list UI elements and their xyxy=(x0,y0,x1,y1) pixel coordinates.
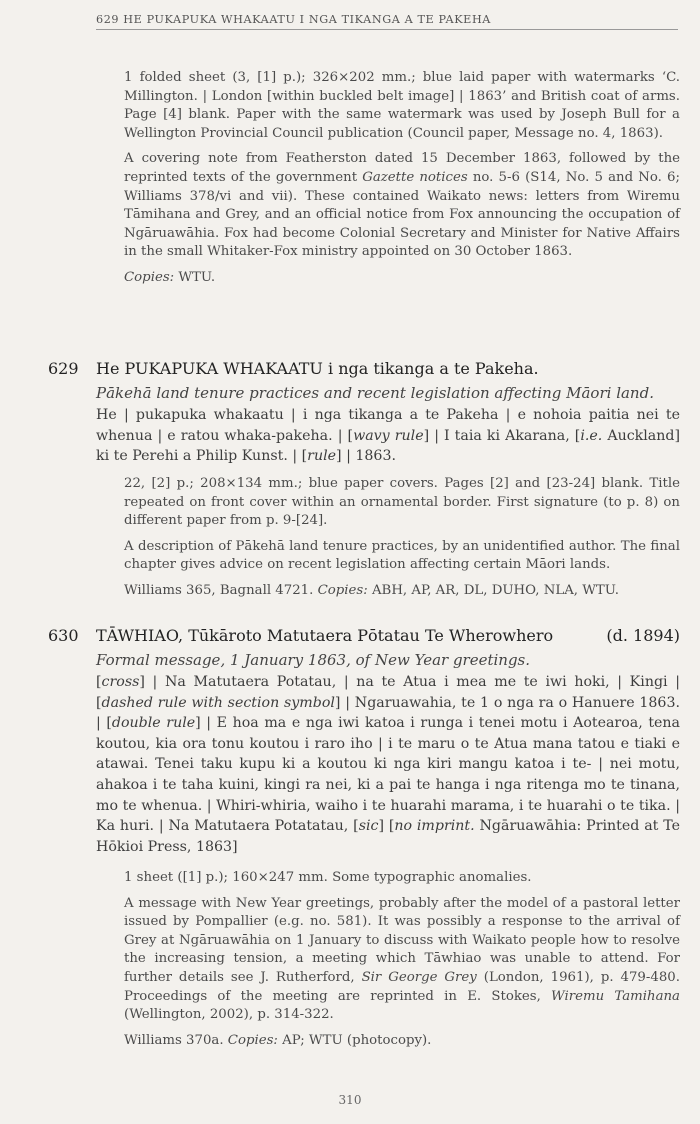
entry-630-references: Williams 370a. Copies: AP; WTU (photocopy). xyxy=(124,1032,432,1048)
prev-note: A covering note from Featherston dated 15 December 1863, followed by the reprinted texts of the government Gazette notices no. 5-6 (S14, No. 5 and No. 6; Williams 378/vi and vii). These contained Waikato news: letters from Wiremu Tāmihana and Grey, and an official notice from Fox announcing the occupation of Ngāruawāhia. Fox had become Colonial Secretary and Minister for Native Affairs in the small Whitaker-Fox ministry appointed on 30 October 1863. xyxy=(124,151,680,260)
entry-630-description xyxy=(124,869,680,1057)
entry-629-subtitle: Pākehā land tenure practices and recent legislation affecting Māori land. xyxy=(96,384,654,402)
entry-title: He PUKAPUKA WHAKAATU i nga tikanga a te Pakeha. xyxy=(96,359,539,378)
entry-dates: (d. 1894) xyxy=(606,626,680,645)
entry-630-note: A message with New Year greetings, probably after the model of a pastoral letter issued by Pompallier (e.g. no. 581). It was possibly a response to the arrival of Grey at Ngāruawāhia on 1 January to discuss with Waikato people how to resolve the increasing tension, a meeting which Tāwhiao was unable to attend. For further details see J. Rutherford, Sir George Grey (London, 1961), p. 479-480. Proceedings of the meeting are reprinted in E. Stokes, Wiremu Tamihana (Wellington, 2002), p. 314-322. xyxy=(124,895,680,1023)
entry-number: 629 xyxy=(48,359,79,378)
page-number: 310 xyxy=(338,1093,362,1107)
entry-630-physical: 1 sheet ([1] p.); 160×247 mm. Some typographic anomalies. xyxy=(124,870,532,885)
prev-physical-description: 1 folded sheet (3, [1] p.); 326×202 mm.; blue laid paper with watermarks ‘C. Millington. | London [within buckled belt image] | 1863’ and British coat of arms. Page [4] blank. Paper with the same watermark was used by Joseph Bull for a Wellington Provincial Council publication (Council paper, Message no. 4, 1863). xyxy=(124,70,680,141)
entry-629-description xyxy=(124,475,680,608)
entry-630-subtitle: Formal message, 1 January 1863, of New Year greetings. xyxy=(96,651,531,669)
entry-629-note: A description of Pākehā land tenure practices, by an unidentified author. The final chapter gives advice on recent legislation affecting certain Māori lands. xyxy=(124,538,680,573)
prev-copies: Copies: WTU. xyxy=(124,269,216,285)
entry-number: 630 xyxy=(48,626,79,645)
entry-title: TĀWHIAO, Tūkāroto Matutaera Pōtatau Te Wherowhero xyxy=(96,626,554,645)
entry-629-references: Williams 365, Bagnall 4721. Copies: ABH, AP, AR, DL, DUHO, NLA, WTU. xyxy=(124,582,619,598)
entry-629-physical: 22, [2] p.; 208×134 mm.; blue paper covers. Pages [2] and [23-24] blank. Title repeated on front cover within an ornamental border. First signature (to p. 8) on different paper from p. 9-[24]. xyxy=(124,476,680,529)
entry-630-title-transcription: [cross] | Na Matutaera Potatau, | na te Atua i mea me te iwi hoki, | Kingi | [dashed rule with section symbol] | Ngaruawahia, te 1 o nga ra o Hanuere 1863. | [double rule] | E hoa ma e nga iwi katoa i runga i tenei motu i Aotearoa, tena koutou, kia ora tonu koutou i raro iho | i te maru o te Atua mana tatou e tiaki e atawai. Tenei taku kupu ki a koutou ki nga kiri mangu katoa i te- | nei motu, ahakoa i te taha kuini, kingi ra nei, ki a pai te hanga i nga ritenga mo te tinana, mo te whenua. | Whiri-whiria, waiho i te huarahi marama, i te huarahi o te tika. | Ka huri. | Na Matutaera Potatatau, [sic] [no imprint. Ngāruawāhia: Printed at Te Hōkioi Press, 1863] xyxy=(96,674,681,855)
entry-629-title-transcription: He | pukapuka whakaatu | i nga tikanga a te Pakeha | e nohoia paitia nei te whenua | e ratou whaka-pakeha. | [wavy rule] | I taia ki Akarana, [i.e. Auckland] ki te Perehi a Philip Kunst. | [rule] | 1863. xyxy=(96,407,681,465)
running-head: 629 HE PUKAPUKA WHAKAATU I NGA TIKANGA A TE PAKEHA xyxy=(96,13,678,30)
prev-entry-description xyxy=(124,69,680,295)
